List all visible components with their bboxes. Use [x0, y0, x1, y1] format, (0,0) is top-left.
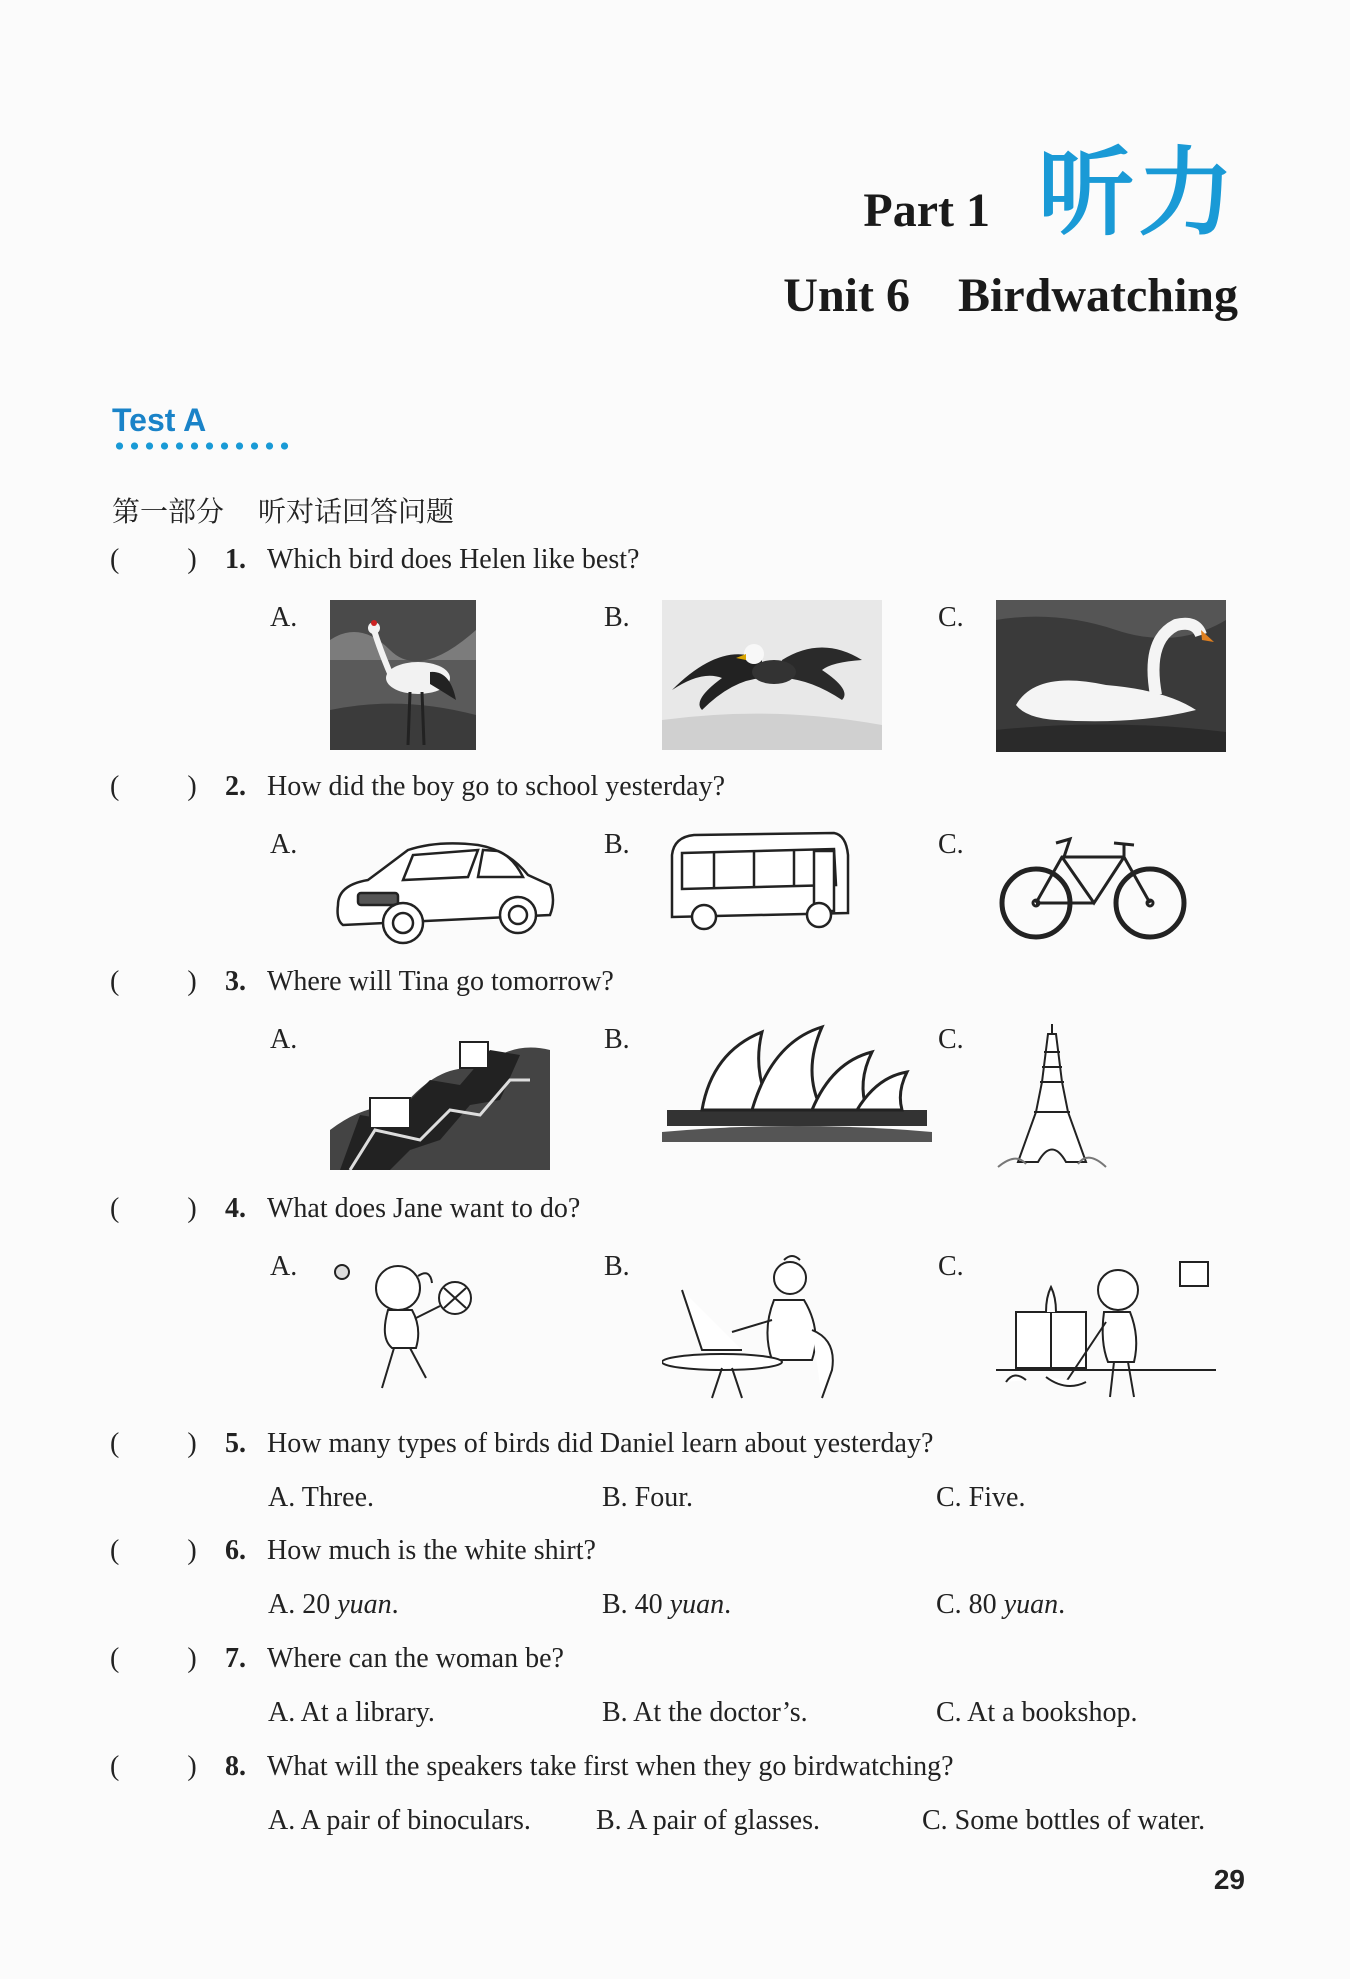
question-text: Which bird does Helen like best?: [267, 544, 640, 575]
question-number: 8.: [225, 1751, 246, 1782]
section-number: 第一部分: [112, 495, 225, 528]
section-name: 听对话回答问题: [258, 495, 455, 528]
great-wall-picture: [330, 1020, 550, 1170]
question-2: [110, 771, 725, 803]
option-b-label: B.: [604, 1024, 630, 1055]
section-heading: [112, 490, 454, 530]
answer-paren-close: ): [187, 966, 197, 997]
question-text: How much is the white shirt?: [267, 1535, 596, 1566]
option-c-label: C.: [938, 829, 964, 860]
option-a-label: A.: [270, 1251, 298, 1282]
dotted-underline: [112, 442, 292, 450]
answer-paren-close: ): [187, 771, 197, 802]
question-6: [110, 1535, 596, 1567]
part-chinese-title: 听力: [1038, 137, 1238, 249]
answer-paren-open: (: [110, 771, 120, 802]
option-a: A. At a library.: [268, 1697, 435, 1728]
part-label: Part 1: [863, 184, 990, 237]
question-number: 1.: [225, 544, 246, 575]
answer-paren-open: (: [110, 966, 120, 997]
question-number: 5.: [225, 1428, 246, 1459]
option-c: C. At a bookshop.: [936, 1697, 1138, 1728]
crane-picture: [330, 600, 476, 750]
answer-paren-open: (: [110, 1535, 120, 1566]
answer-paren-close: ): [187, 1643, 197, 1674]
answer-paren-close: ): [187, 1751, 197, 1782]
woman-computer-picture: [662, 1250, 852, 1400]
question-8: [110, 1751, 954, 1783]
unit-number: Unit 6: [783, 269, 910, 322]
option-b-label: B.: [604, 829, 630, 860]
bicycle-picture: [994, 825, 1192, 947]
question-3: [110, 966, 614, 998]
unit-title: [783, 268, 1238, 323]
option-a-label: A.: [270, 1024, 298, 1055]
option-b-label: B.: [604, 1251, 630, 1282]
girl-mopping-picture: [996, 1252, 1216, 1402]
question-number: 7.: [225, 1643, 246, 1674]
answer-paren-open: (: [110, 544, 120, 575]
part-title: [863, 137, 1238, 249]
option-b: B. 40 yuan.: [602, 1589, 732, 1620]
option-c-label: C.: [938, 1251, 964, 1282]
sydney-opera-house-picture: [662, 1022, 932, 1142]
eagle-picture: [662, 600, 882, 750]
answer-paren-close: ): [187, 1428, 197, 1459]
option-b-label: B.: [604, 602, 630, 633]
option-b: B. Four.: [602, 1482, 694, 1513]
option-a: A. 20 yuan.: [268, 1589, 399, 1620]
test-label: Test A: [112, 402, 207, 438]
question-number: 3.: [225, 966, 246, 997]
question-number: 6.: [225, 1535, 246, 1566]
page-number: 29: [1213, 1864, 1245, 1895]
option-a-label: A.: [270, 602, 298, 633]
option-c: C. Five.: [936, 1482, 1026, 1513]
option-b: B. At the doctor’s.: [602, 1697, 808, 1728]
question-1: [110, 544, 639, 576]
option-a: A. Three.: [268, 1482, 374, 1513]
question-text: How did the boy go to school yesterday?: [267, 771, 726, 802]
swan-picture: [996, 600, 1226, 752]
eiffel-tower-picture: [996, 1022, 1108, 1172]
question-4: [110, 1193, 580, 1225]
answer-paren-close: ): [187, 544, 197, 575]
option-c: C. 80 yuan.: [936, 1589, 1066, 1620]
option-b: B. A pair of glasses.: [596, 1805, 820, 1836]
question-text: How many types of birds did Daniel learn about yesterday?: [267, 1428, 934, 1459]
question-number: 4.: [225, 1193, 246, 1224]
car-picture: [328, 825, 558, 947]
answer-paren-open: (: [110, 1751, 120, 1782]
answer-paren-open: (: [110, 1193, 120, 1224]
option-a: A. A pair of binoculars.: [268, 1805, 531, 1836]
question-text: What will the speakers take first when they go birdwatching?: [267, 1751, 954, 1782]
question-text: Where will Tina go tomorrow?: [267, 966, 614, 997]
girl-tennis-picture: [330, 1248, 490, 1398]
question-7: [110, 1643, 564, 1675]
question-number: 2.: [225, 771, 246, 802]
question-text: Where can the woman be?: [267, 1643, 564, 1674]
option-c-label: C.: [938, 1024, 964, 1055]
option-a-label: A.: [270, 829, 298, 860]
option-c-label: C.: [938, 602, 964, 633]
bus-picture: [664, 825, 854, 935]
question-5: [110, 1428, 933, 1460]
option-c: C. Some bottles of water.: [922, 1805, 1206, 1836]
answer-paren-open: (: [110, 1643, 120, 1674]
answer-paren-close: ): [187, 1193, 197, 1224]
unit-name: Birdwatching: [957, 269, 1238, 322]
answer-paren-open: (: [110, 1428, 120, 1459]
answer-paren-close: ): [187, 1535, 197, 1566]
question-text: What does Jane want to do?: [267, 1193, 581, 1224]
